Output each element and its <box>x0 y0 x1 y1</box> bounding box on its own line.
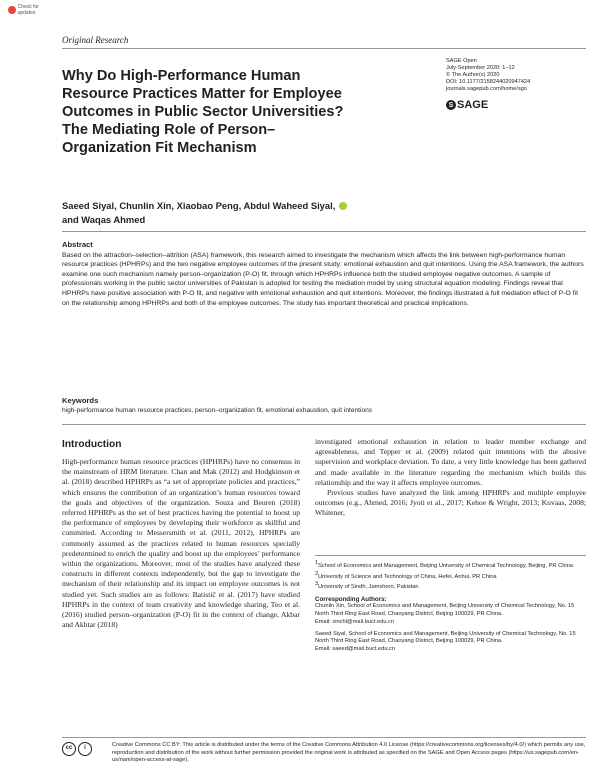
keywords-text: high-performance human resource practices, person–organization fit, emotional exhaustion, quit intentions <box>62 407 373 414</box>
corresponding-email-2[interactable]: Email: saeed@mail.buct.edu.cn <box>315 646 396 652</box>
introduction-left-column <box>62 457 300 630</box>
journal-issue: July-September 2020: 1–12 <box>446 65 515 71</box>
intro-paragraph-3: Previous studies have analyzed the link among HPHRPs and multiple employee outcomes (e.g., Ahmed, 2016; Jyoti et al., 2017; Kehoe & Wright, 2013; Kuvaas, 2008; Whitener, <box>315 488 586 518</box>
keywords <box>62 396 586 415</box>
cc-icons <box>62 742 92 756</box>
article-title: Why Do High-Performance Human Resource Practices Matter for Employee Outcomes in Public Sector Universities? The Mediating Role of Person–Organization Fit Mechanism <box>62 68 344 156</box>
abstract <box>62 240 586 308</box>
abstract-heading: Abstract <box>62 240 93 249</box>
sage-logo-text: SAGE <box>457 99 489 111</box>
authors-line-2: and Waqas Ahmed <box>62 214 146 225</box>
author-list <box>62 199 462 227</box>
orcid-icon[interactable] <box>339 202 347 210</box>
journal-copyright: © The Author(s) 2020 <box>446 72 500 78</box>
license-text: Creative Commons CC BY: This article is distributed under the terms of the Creative Commons Attribution 4.0 License (https://creativecommons.org/licenses/by/4.0/) which permits any use, reproduction and distribution of the work without further permission provided the original work is attributed as specified on the SAGE and Open Access pages (https://us.sagepub.com/en-us/nam/open-access-at-sage). <box>112 742 586 764</box>
corresponding-email-1[interactable]: Email: xinchl@mail.buct.edu.cn <box>315 618 395 625</box>
sage-logo <box>446 99 488 111</box>
abstract-top-rule <box>62 231 586 232</box>
intro-paragraph-1: High-performance human resource practices (HPHRPs) have no consensus in the mainstream of HRM literature. Chan and Mak (2012) and Hodgkinson et al. (2018) described HPHRPs as “a set of appropriate policies and practices,” which ensures the contribution of an organization’s human resources toward the goals and objectives of the organization. Souza and Beuren (2018) referred HPHRPs as the set of best practices having the potential to boost up the performance of employees by developing their workforce as skillful and committed. According to Messersmith et al. (2011, 2012), HPHRPs are commonly assumed as the practices related to human resources specially predetermined to enrich the quality and boost up the employees’ performance within the organizations. Moreover, most of the studies have analyzed these constructs in different contexts independently, but the gap to investigate the mechanism of their relationship and its impact on employee outcomes is not studied yet. Such studies are as follows: Batistič et al. (2017) have studied HPHRPs in the context of team creativity and knowledge sharing, Teo et al. (2016) studied person–organization (P-O) fit in the context of change, Akbar and Akhtar (2018) <box>62 457 300 630</box>
corresponding-heading: Corresponding Authors: <box>315 595 387 603</box>
intro-paragraph-2: investigated emotional exhaustion in relation to leader member exchange and agreeableness, and Tepper et al. (2009) related quit intentions with the abusive supervision and workplace deviation. To date, a very little knowledge has been gathered and made available in the literature regarding the mechanism which builds this relationship and the way it affects employee outcomes. <box>315 437 586 487</box>
affiliation-2: $^2$University of Science and Technology of China, Hefei, Anhui, PR China <box>315 570 497 580</box>
sage-logo-icon: S <box>446 100 456 110</box>
cc-by-icon: i <box>78 742 92 756</box>
check-updates-label: Check for updates <box>17 4 39 16</box>
journal-url[interactable]: journals.sagepub.com/home/sgo <box>446 86 527 92</box>
abstract-text: Based on the attraction–selection–attrition (ASA) framework, this research aimed to investigate the mechanism which affects the link between high-performance human resource practices (HPHRPs) and the two negative employee outcomes of the present study: emotional exhaustion and quit intentions. Using the ASA framework, the authors examine one such mechanism namely person–organization (P-O) fit, through which HPHRPs influence both the studied employee negative outcomes. A sample of professionals working in the public sector universities of Pakistan is adopted for testing the mediation model by using structural equation modeling. Findings reveal that HPHRPs have positive association with P-O fit, and negative with emotional exhaustion and quit intentions. Moreover, the findings illustrated a full mediation effect of P-O fit on the relationship among HPHRPs and both of the employee outcomes. The study has important theoretical and practical implications. <box>62 251 584 307</box>
affiliation-3: $^3$University of Sindh, Jamshoro, Pakistan <box>315 581 419 591</box>
cc-icon: cc <box>62 742 76 756</box>
affiliation-rule <box>315 555 586 556</box>
introduction-right-column <box>315 437 586 519</box>
license-rule <box>62 737 586 738</box>
check-for-updates-badge[interactable] <box>8 5 56 15</box>
affiliation-1: $^1$School of Economics and Management, Beijing University of Chemical Technology, Beijing, PR China <box>315 560 573 569</box>
keywords-heading: Keywords <box>62 396 99 405</box>
keywords-bottom-rule <box>62 424 586 425</box>
journal-doi[interactable]: DOI: 10.1177/2158244020947424 <box>446 79 531 85</box>
section-label: Original Research <box>62 35 129 45</box>
header-rule <box>62 48 586 49</box>
corresponding-author-1: Chunlin Xin, School of Economics and Management, Beijing University of Chemical Technology, No. 15 North Third Ring East Road, Chaoyang District, Beijing 100029, PR China. <box>315 603 575 618</box>
corresponding-author-2: Saeed Siyal, School of Economics and Management, Beijing University of Chemical Technology, No. 15 North Third Ring East Road, Chaoyang District, Beijing 100029, PR China. <box>315 630 576 645</box>
authors-line-1 <box>62 199 462 213</box>
check-updates-icon <box>8 6 16 14</box>
journal-name: SAGE Open <box>446 58 477 64</box>
introduction-heading: Introduction <box>62 439 122 450</box>
license-block <box>62 742 586 765</box>
authors-text-1: Saeed Siyal, Chunlin Xin, Xiaobao Peng, Abdul Waheed Siyal, <box>62 200 336 211</box>
affiliations <box>315 560 586 654</box>
journal-meta <box>446 58 586 93</box>
